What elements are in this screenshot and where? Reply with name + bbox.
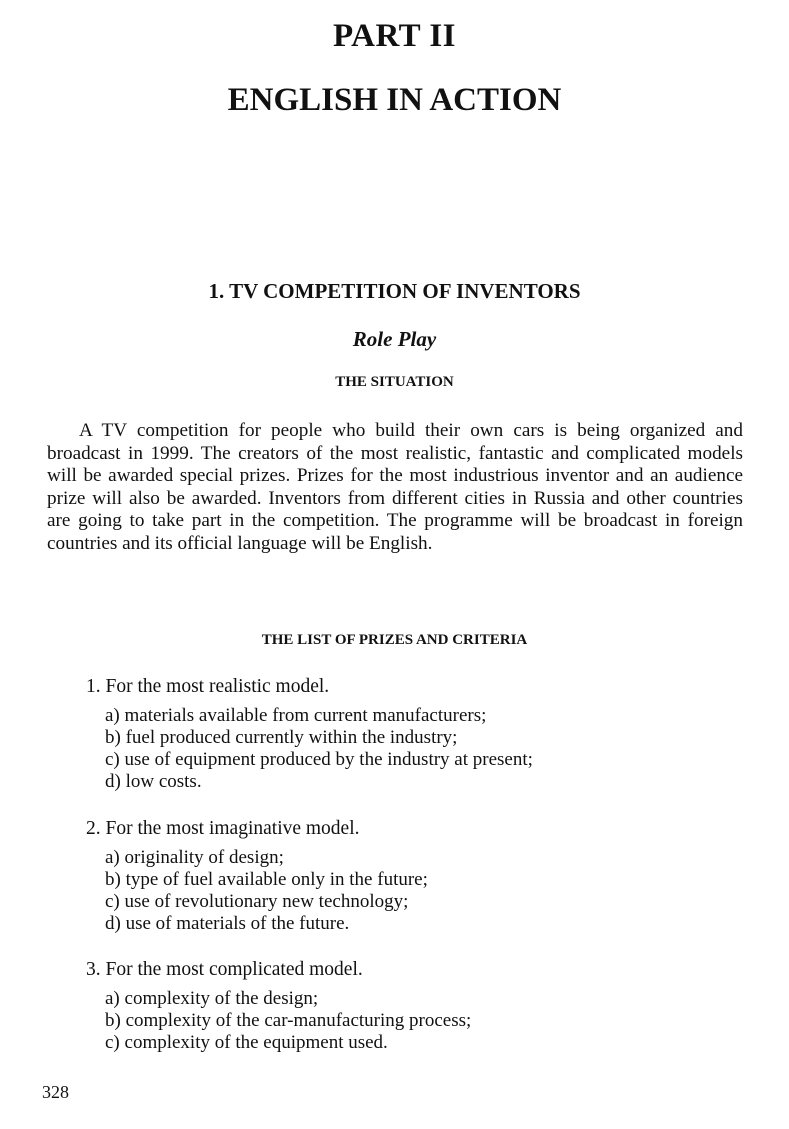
prize-title: 1. For the most realistic model. (86, 676, 330, 697)
prize-title: 2. For the most imaginative model. (86, 818, 360, 839)
criterion-item: c) use of equipment produced by the industry at present; (105, 749, 533, 770)
prizes-heading: THE LIST OF PRIZES AND CRITERIA (261, 632, 528, 648)
criterion-item: d) use of materials of the future. (105, 913, 350, 934)
prize-title: 3. For the most complicated model. (86, 959, 363, 980)
criteria-list (86, 988, 726, 1054)
criteria-list (86, 705, 726, 793)
criterion-item: c) complexity of the equipment used. (105, 1032, 388, 1053)
criteria-list (86, 847, 726, 935)
criterion-item: d) low costs. (105, 771, 202, 792)
criterion-item: a) materials available from current manufacturers; (105, 705, 487, 726)
criterion-item: a) originality of design; (105, 847, 284, 868)
situation-heading: THE SITUATION (335, 374, 454, 390)
prize-imaginative-model (86, 816, 726, 935)
part-title: PART II (332, 18, 457, 54)
criterion-item: c) use of revolutionary new technology; (105, 891, 409, 912)
criterion-item: b) complexity of the car-manufacturing process; (105, 1010, 472, 1031)
criterion-item: b) fuel produced currently within the industry; (105, 727, 458, 748)
chapter-title: 1. TV COMPETITION OF INVENTORS (208, 279, 581, 303)
role-play-subtitle: Role Play (352, 327, 437, 351)
prize-realistic-model (86, 674, 726, 793)
criterion-item: b) type of fuel available only in the future; (105, 869, 428, 890)
situation-paragraph: A TV competition for people who build their own cars is being organized and broadcast in 1999. The creators of the most realistic, fantastic and complicated models will be awarded special prizes. Prizes for the most industrious inventor and an audience prize will also be awarded. Inventors from different cities in Russia and other countries are going to take part in the competition. The programme will be broadcast in foreign countries and its official language will be English. (47, 420, 743, 554)
book-title: ENGLISH IN ACTION (227, 82, 562, 118)
prize-complicated-model (86, 957, 726, 1054)
page-number: 328 (42, 1082, 69, 1102)
criterion-item: a) complexity of the design; (105, 988, 319, 1009)
